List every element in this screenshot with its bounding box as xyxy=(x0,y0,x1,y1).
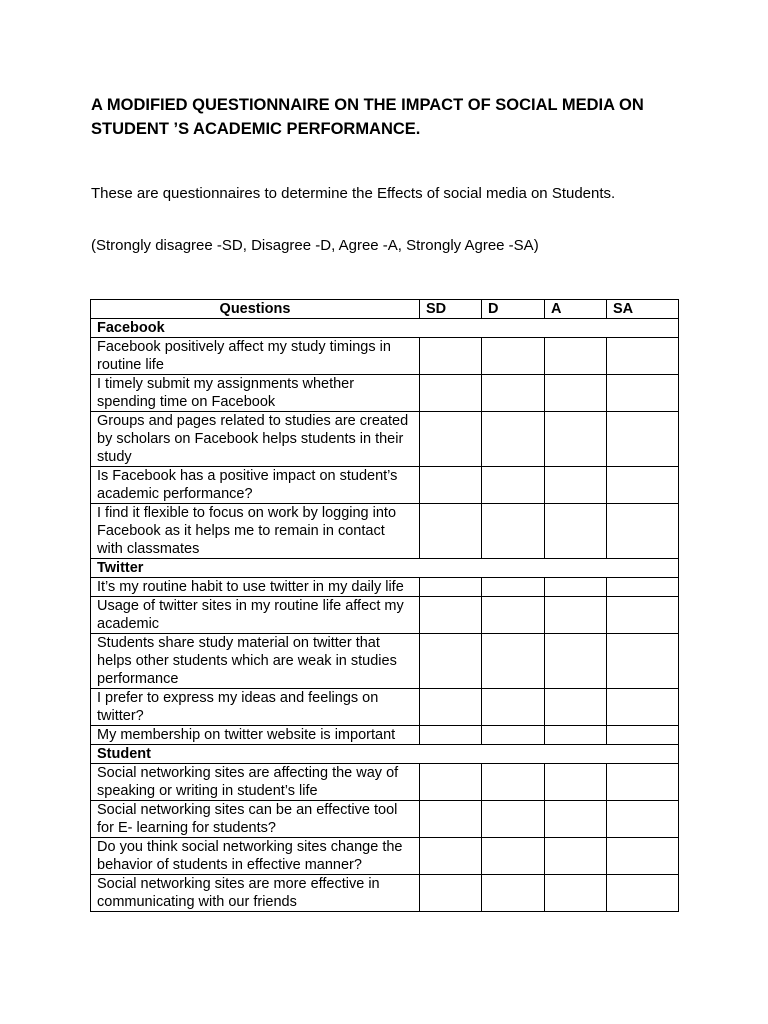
answer-cell-d[interactable] xyxy=(482,801,545,838)
question-text: Social networking sites can be an effective tool for E- learning for students? xyxy=(91,801,420,838)
answer-cell-sa[interactable] xyxy=(607,801,679,838)
answer-cell-sd[interactable] xyxy=(420,412,482,467)
answer-cell-d[interactable] xyxy=(482,838,545,875)
answer-cell-sd[interactable] xyxy=(420,726,482,745)
header-a: A xyxy=(545,300,607,319)
question-row xyxy=(91,338,679,375)
answer-cell-sd[interactable] xyxy=(420,634,482,689)
answer-cell-a[interactable] xyxy=(545,801,607,838)
section-heading: Student xyxy=(91,745,679,764)
answer-cell-sa[interactable] xyxy=(607,504,679,559)
question-text: Do you think social networking sites change the behavior of students in effective manner? xyxy=(91,838,420,875)
question-text: Students share study material on twitter that helps other students which are weak in studies performance xyxy=(91,634,420,689)
answer-cell-sd[interactable] xyxy=(420,689,482,726)
question-row xyxy=(91,467,679,504)
question-row xyxy=(91,375,679,412)
header-sd: SD xyxy=(420,300,482,319)
document-title: A MODIFIED QUESTIONNAIRE ON THE IMPACT OF SOCIAL MEDIA ON STUDENT ’S ACADEMIC PERFORMANCE. xyxy=(91,96,644,138)
answer-cell-sa[interactable] xyxy=(607,634,679,689)
answer-cell-sa[interactable] xyxy=(607,412,679,467)
question-row xyxy=(91,597,679,634)
question-text: Social networking sites are more effective in communicating with our friends xyxy=(91,875,420,912)
question-text: Social networking sites are affecting the way of speaking or writing in student’s life xyxy=(91,764,420,801)
answer-cell-sa[interactable] xyxy=(607,597,679,634)
answer-cell-d[interactable] xyxy=(482,375,545,412)
question-row xyxy=(91,875,679,912)
question-row xyxy=(91,634,679,689)
answer-cell-d[interactable] xyxy=(482,764,545,801)
answer-cell-sa[interactable] xyxy=(607,578,679,597)
answer-cell-sa[interactable] xyxy=(607,689,679,726)
answer-cell-sa[interactable] xyxy=(607,375,679,412)
answer-cell-d[interactable] xyxy=(482,634,545,689)
question-text: I timely submit my assignments whether spending time on Facebook xyxy=(91,375,420,412)
answer-cell-a[interactable] xyxy=(545,467,607,504)
answer-cell-sd[interactable] xyxy=(420,338,482,375)
question-text: I find it flexible to focus on work by logging into Facebook as it helps me to remain in contact with classmates xyxy=(91,504,420,559)
answer-cell-a[interactable] xyxy=(545,375,607,412)
answer-cell-a[interactable] xyxy=(545,764,607,801)
question-row xyxy=(91,801,679,838)
question-row xyxy=(91,578,679,597)
answer-cell-sd[interactable] xyxy=(420,597,482,634)
answer-cell-sd[interactable] xyxy=(420,467,482,504)
answer-cell-sd[interactable] xyxy=(420,801,482,838)
question-text: It’s my routine habit to use twitter in my daily life xyxy=(91,578,420,597)
question-row xyxy=(91,412,679,467)
question-text: I prefer to express my ideas and feelings on twitter? xyxy=(91,689,420,726)
answer-cell-sa[interactable] xyxy=(607,338,679,375)
header-d: D xyxy=(482,300,545,319)
header-sa: SA xyxy=(607,300,679,319)
intro-paragraph: These are questionnaires to determine the Effects of social media on Students. xyxy=(91,185,616,202)
question-row xyxy=(91,504,679,559)
answer-cell-d[interactable] xyxy=(482,875,545,912)
answer-cell-a[interactable] xyxy=(545,838,607,875)
answer-cell-a[interactable] xyxy=(545,726,607,745)
answer-cell-d[interactable] xyxy=(482,689,545,726)
section-row xyxy=(91,319,679,338)
answer-cell-d[interactable] xyxy=(482,726,545,745)
answer-cell-sa[interactable] xyxy=(607,726,679,745)
header-row xyxy=(91,300,679,319)
answer-cell-d[interactable] xyxy=(482,597,545,634)
answer-cell-a[interactable] xyxy=(545,578,607,597)
table-body xyxy=(91,319,679,912)
answer-cell-a[interactable] xyxy=(545,634,607,689)
answer-cell-a[interactable] xyxy=(545,504,607,559)
answer-cell-a[interactable] xyxy=(545,412,607,467)
question-text: Groups and pages related to studies are created by scholars on Facebook helps students in their study xyxy=(91,412,420,467)
section-row xyxy=(91,745,679,764)
answer-cell-sd[interactable] xyxy=(420,375,482,412)
answer-cell-d[interactable] xyxy=(482,338,545,375)
question-row xyxy=(91,764,679,801)
question-row xyxy=(91,726,679,745)
answer-cell-sd[interactable] xyxy=(420,838,482,875)
answer-cell-sd[interactable] xyxy=(420,764,482,801)
scale-legend: (Strongly disagree -SD, Disagree -D, Agree -A, Strongly Agree -SA) xyxy=(91,237,539,254)
question-text: Usage of twitter sites in my routine life affect my academic xyxy=(91,597,420,634)
header-questions: Questions xyxy=(91,300,420,319)
question-text: Facebook positively affect my study timings in routine life xyxy=(91,338,420,375)
question-row xyxy=(91,689,679,726)
answer-cell-sd[interactable] xyxy=(420,578,482,597)
answer-cell-sa[interactable] xyxy=(607,875,679,912)
answer-cell-sa[interactable] xyxy=(607,764,679,801)
answer-cell-sd[interactable] xyxy=(420,875,482,912)
answer-cell-d[interactable] xyxy=(482,412,545,467)
section-heading: Twitter xyxy=(91,559,679,578)
answer-cell-a[interactable] xyxy=(545,875,607,912)
answer-cell-sd[interactable] xyxy=(420,504,482,559)
answer-cell-d[interactable] xyxy=(482,578,545,597)
answer-cell-d[interactable] xyxy=(482,467,545,504)
section-heading: Facebook xyxy=(91,319,679,338)
question-row xyxy=(91,838,679,875)
question-text: My membership on twitter website is important xyxy=(91,726,420,745)
answer-cell-a[interactable] xyxy=(545,597,607,634)
section-row xyxy=(91,559,679,578)
answer-cell-d[interactable] xyxy=(482,504,545,559)
answer-cell-sa[interactable] xyxy=(607,467,679,504)
answer-cell-a[interactable] xyxy=(545,338,607,375)
question-text: Is Facebook has a positive impact on student’s academic performance? xyxy=(91,467,420,504)
questionnaire-table xyxy=(90,299,679,912)
answer-cell-a[interactable] xyxy=(545,689,607,726)
answer-cell-sa[interactable] xyxy=(607,838,679,875)
